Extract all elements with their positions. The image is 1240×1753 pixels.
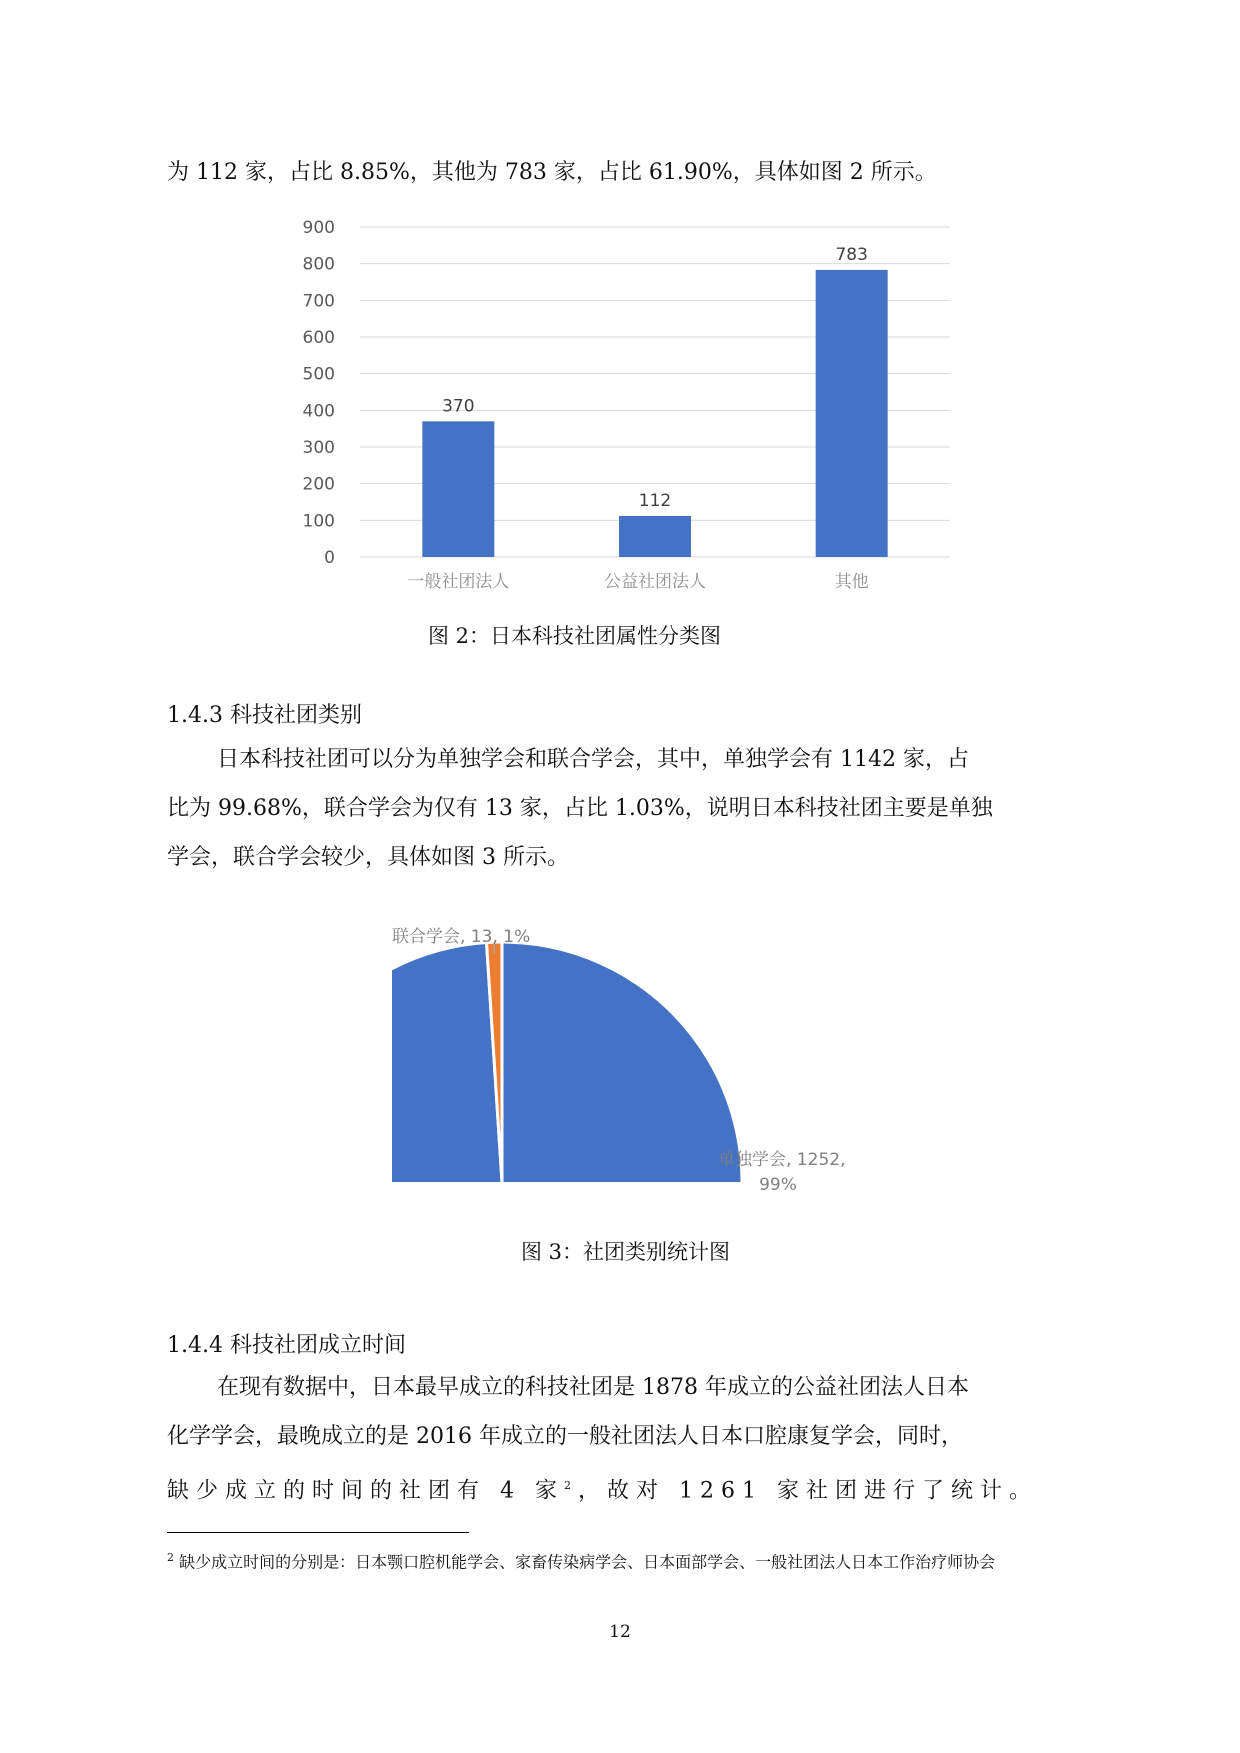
footnote-ref[interactable]: 2 bbox=[563, 1479, 578, 1492]
section-heading-1-4-4: 1.4.4 科技社团成立时间 bbox=[167, 1333, 406, 1358]
footnote-text: 缺少成立时间的分别是：日本颚口腔机能学会、家畜传染病学会、日本面部学会、一般社团法人日本工作治疗师协会 bbox=[179, 1552, 996, 1572]
y-tick-label: 900 bbox=[302, 218, 335, 238]
paragraph-1-4-4-line3 bbox=[167, 1461, 1075, 1515]
bar-data-label: 370 bbox=[442, 396, 475, 417]
paragraph-1-4-4-line2: 化学学会，最晚成立的是 2016 年成立的一般社团法人日本口腔康复学会，同时， bbox=[167, 1424, 963, 1449]
y-tick-label: 200 bbox=[302, 474, 335, 495]
y-tick-label: 0 bbox=[324, 548, 335, 568]
paragraph-1-4-4-line3-b: ，故对 1261 家社团进行了统计。 bbox=[577, 1478, 1038, 1504]
pie-label-joint: 联合学会, 13, 1% bbox=[392, 927, 531, 947]
fig2-caption: 图 2：日本科技社团属性分类图 bbox=[428, 624, 722, 648]
fig3-caption: 图 3：社团类别统计图 bbox=[521, 1240, 731, 1264]
x-tick-label: 公益社团法人 bbox=[604, 572, 706, 592]
y-tick-label: 300 bbox=[302, 438, 335, 458]
paragraph-1-4-3-line3: 学会，联合学会较少，具体如图 3 所示。 bbox=[167, 845, 569, 870]
y-tick-label: 600 bbox=[302, 328, 335, 348]
pie-chart bbox=[380, 920, 880, 1210]
bar-3 bbox=[816, 270, 888, 557]
x-tick-label: 其他 bbox=[834, 572, 869, 592]
paragraph-1-4-4-line1: 在现有数据中，日本最早成立的科技社团是 1878 年成立的公益社团法人日本 bbox=[217, 1375, 969, 1400]
bar-2 bbox=[619, 516, 691, 557]
footnote-mark: 2 bbox=[167, 1551, 174, 1564]
bar-1 bbox=[422, 421, 494, 557]
x-tick-label: 一般社团法人 bbox=[407, 572, 510, 592]
y-tick-label: 100 bbox=[302, 511, 335, 532]
bar-data-label: 783 bbox=[835, 244, 868, 265]
paragraph-1-4-3-line2: 比为 99.68%，联合学会为仅有 13 家，占比 1.03%，说明日本科技社团主要是单独 bbox=[167, 796, 993, 821]
bar-chart bbox=[290, 210, 980, 610]
bar-data-label: 112 bbox=[638, 490, 672, 511]
pie-label-single-line1: 单独学会, 1252, bbox=[718, 1150, 846, 1170]
paragraph-1-4-3-line1: 日本科技社团可以分为单独学会和联合学会，其中，单独学会有 1142 家，占 bbox=[217, 747, 969, 772]
pie-label-single-line2: 99% bbox=[759, 1175, 797, 1195]
y-tick-label: 500 bbox=[302, 364, 335, 385]
y-tick-label: 800 bbox=[302, 254, 335, 275]
paragraph-1-4-4-line3-a: 缺少成立的时间的社团有 4 家 bbox=[167, 1478, 564, 1504]
section-heading-1-4-3: 1.4.3 科技社团类别 bbox=[167, 703, 362, 728]
intro-line: 为 112 家，占比 8.85%，其他为 783 家，占比 61.90%，具体如图 2 所示。 bbox=[167, 160, 937, 185]
page-number: 12 bbox=[609, 1622, 631, 1642]
y-tick-label: 400 bbox=[302, 401, 335, 422]
pie-slice-1 bbox=[380, 942, 742, 1210]
footnote bbox=[167, 1546, 1072, 1574]
y-tick-label: 700 bbox=[302, 291, 335, 312]
footnote-rule bbox=[167, 1532, 469, 1533]
